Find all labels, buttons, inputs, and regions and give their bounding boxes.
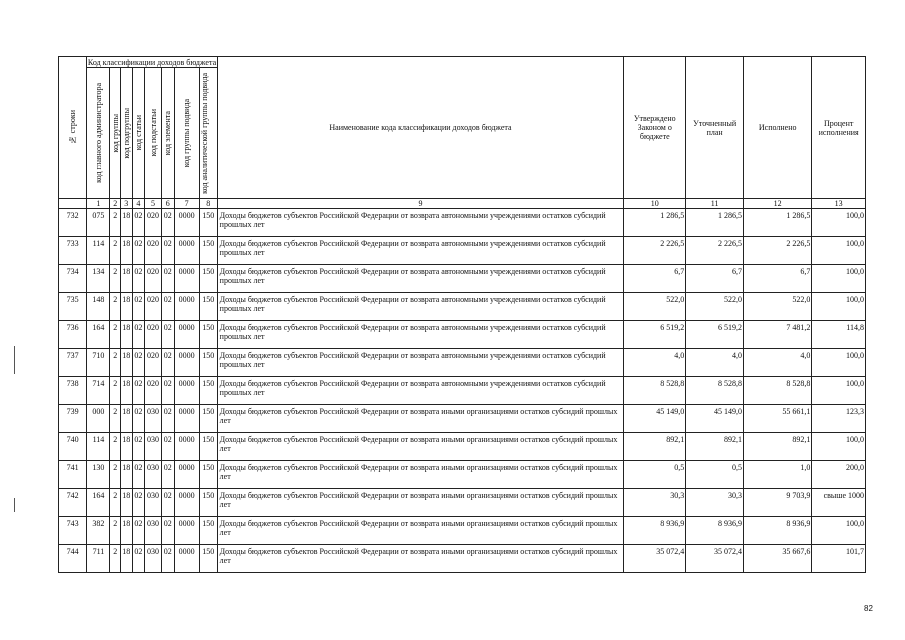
table-row [59, 265, 866, 293]
execution-percent-cell: 100,0 [812, 265, 866, 293]
executed-amount-cell: 35 667,6 [744, 545, 812, 573]
code-admin-cell: 134 [87, 265, 110, 293]
code-admin-cell: 164 [87, 321, 110, 349]
code-group-cell: 2 [110, 489, 121, 517]
header-row-top [59, 57, 866, 68]
code-analytic-group-cell: 150 [199, 517, 217, 545]
code-analytic-group-cell: 150 [199, 489, 217, 517]
executed-amount-cell: 55 661,1 [744, 405, 812, 433]
code-subgroup-header: код подгруппы [120, 68, 132, 199]
executed-amount-cell: 892,1 [744, 433, 812, 461]
refined-amount-cell: 6,7 [686, 265, 744, 293]
code-article-cell: 02 [132, 237, 145, 265]
code-admin-cell: 075 [87, 209, 110, 237]
refined-amount-cell: 1 286,5 [686, 209, 744, 237]
execution-percent-cell: 200,0 [812, 461, 866, 489]
code-subtype-group-cell: 0000 [174, 209, 199, 237]
refined-amount-cell: 892,1 [686, 433, 744, 461]
code-subarticle-cell: 020 [145, 237, 162, 265]
code-analytic-group-cell: 150 [199, 237, 217, 265]
revenue-name-cell: Доходы бюджетов субъектов Российской Федерации от возврата иными организациями остатков субсидий прошлых лет [217, 545, 624, 573]
code-subtype-group-cell: 0000 [174, 293, 199, 321]
execution-percent-cell: 100,0 [812, 517, 866, 545]
code-subarticle-cell: 020 [145, 321, 162, 349]
percent-column-header: Процент исполнения [812, 57, 866, 199]
code-article-cell: 02 [132, 433, 145, 461]
colnum: 1 [87, 199, 110, 209]
refined-amount-cell: 0,5 [686, 461, 744, 489]
revenue-name-cell: Доходы бюджетов субъектов Российской Федерации от возврата автономными учреждениями остатков субсидий прошлых лет [217, 349, 624, 377]
revenue-name-cell: Доходы бюджетов субъектов Российской Федерации от возврата автономными учреждениями остатков субсидий прошлых лет [217, 377, 624, 405]
code-subarticle-cell: 030 [145, 405, 162, 433]
code-article-cell: 02 [132, 461, 145, 489]
code-element-cell: 02 [161, 237, 174, 265]
scan-edge-mark [14, 498, 15, 512]
colnum: 8 [199, 199, 217, 209]
code-article-cell: 02 [132, 545, 145, 573]
code-subarticle-cell: 020 [145, 265, 162, 293]
classification-group-header: Код классификации доходов бюджета [87, 57, 217, 67]
code-analytic-group-cell: 150 [199, 433, 217, 461]
colnum: 3 [120, 199, 132, 209]
executed-amount-cell: 2 226,5 [744, 237, 812, 265]
row-number-cell: 734 [59, 265, 87, 293]
code-element-cell: 02 [161, 209, 174, 237]
code-subtype-group-cell: 0000 [174, 405, 199, 433]
column-numbers-row [59, 199, 866, 209]
code-group-cell: 2 [110, 433, 121, 461]
refined-amount-cell: 4,0 [686, 349, 744, 377]
code-subtype-group-cell: 0000 [174, 321, 199, 349]
revenue-name-cell: Доходы бюджетов субъектов Российской Федерации от возврата автономными учреждениями остатков субсидий прошлых лет [217, 209, 624, 237]
code-article-cell: 02 [132, 321, 145, 349]
code-element-cell: 02 [161, 545, 174, 573]
code-element-cell: 02 [161, 321, 174, 349]
code-admin-cell: 130 [87, 461, 110, 489]
row-number-cell: 744 [59, 545, 87, 573]
code-admin-cell: 714 [87, 377, 110, 405]
code-group-cell: 2 [110, 293, 121, 321]
approved-amount-cell: 6 519,2 [624, 321, 686, 349]
table-row [59, 293, 866, 321]
code-analytic-group-cell: 150 [199, 321, 217, 349]
code-subarticle-header: код подстатьи [145, 68, 162, 199]
table-row [59, 489, 866, 517]
budget-revenue-table [58, 56, 866, 573]
code-element-cell: 02 [161, 377, 174, 405]
code-group-cell: 2 [110, 461, 121, 489]
table-row [59, 405, 866, 433]
code-group-cell: 2 [110, 405, 121, 433]
code-group-cell: 2 [110, 517, 121, 545]
code-subgroup-cell: 18 [120, 545, 132, 573]
code-element-cell: 02 [161, 517, 174, 545]
code-subgroup-cell: 18 [120, 265, 132, 293]
refined-amount-cell: 45 149,0 [686, 405, 744, 433]
code-subarticle-cell: 030 [145, 433, 162, 461]
row-number-cell: 740 [59, 433, 87, 461]
approved-amount-cell: 522,0 [624, 293, 686, 321]
code-element-cell: 02 [161, 489, 174, 517]
table-body [59, 209, 866, 573]
executed-amount-cell: 6,7 [744, 265, 812, 293]
colnum: 4 [132, 199, 145, 209]
code-subtype-group-cell: 0000 [174, 461, 199, 489]
executed-column-header: Исполнено [744, 57, 812, 199]
row-number-cell: 737 [59, 349, 87, 377]
code-admin-cell: 000 [87, 405, 110, 433]
code-subtype-group-cell: 0000 [174, 545, 199, 573]
row-number-cell: 742 [59, 489, 87, 517]
row-number-cell: 743 [59, 517, 87, 545]
code-subtype-group-header: код группы подвида [174, 68, 199, 199]
code-analytic-group-cell: 150 [199, 461, 217, 489]
code-subtype-group-cell: 0000 [174, 237, 199, 265]
executed-amount-cell: 7 481,2 [744, 321, 812, 349]
refined-column-header: Уточненный план [686, 57, 744, 199]
refined-amount-cell: 522,0 [686, 293, 744, 321]
code-admin-cell: 711 [87, 545, 110, 573]
colnum [59, 199, 87, 209]
colnum: 5 [145, 199, 162, 209]
code-subgroup-cell: 18 [120, 237, 132, 265]
code-analytic-group-cell: 150 [199, 209, 217, 237]
code-group-cell: 2 [110, 237, 121, 265]
approved-amount-cell: 8 936,9 [624, 517, 686, 545]
revenue-name-cell: Доходы бюджетов субъектов Российской Федерации от возврата иными организациями остатков субсидий прошлых лет [217, 461, 624, 489]
approved-amount-cell: 2 226,5 [624, 237, 686, 265]
code-admin-cell: 114 [87, 237, 110, 265]
code-article-cell: 02 [132, 405, 145, 433]
code-analytic-group-cell: 150 [199, 405, 217, 433]
table-row [59, 209, 866, 237]
code-subgroup-cell: 18 [120, 293, 132, 321]
colnum: 6 [161, 199, 174, 209]
approved-amount-cell: 892,1 [624, 433, 686, 461]
colnum: 2 [110, 199, 121, 209]
page-number: 82 [864, 604, 873, 613]
code-subtype-group-cell: 0000 [174, 517, 199, 545]
code-group-header: код группы [110, 68, 121, 199]
approved-amount-cell: 35 072,4 [624, 545, 686, 573]
revenue-name-cell: Доходы бюджетов субъектов Российской Федерации от возврата автономными учреждениями остатков субсидий прошлых лет [217, 293, 624, 321]
code-subgroup-cell: 18 [120, 433, 132, 461]
code-group-cell: 2 [110, 349, 121, 377]
code-article-header: код статьи [132, 68, 145, 199]
code-element-cell: 02 [161, 461, 174, 489]
scan-edge-mark [14, 346, 15, 374]
execution-percent-cell: 100,0 [812, 293, 866, 321]
name-column-header: Наименование кода классификации доходов бюджета [217, 57, 624, 199]
code-analytic-group-header: код аналитической группы подвида [199, 68, 217, 199]
code-subarticle-cell: 020 [145, 349, 162, 377]
code-admin-cell: 148 [87, 293, 110, 321]
code-subtype-group-cell: 0000 [174, 349, 199, 377]
approved-amount-cell: 4,0 [624, 349, 686, 377]
code-subgroup-cell: 18 [120, 209, 132, 237]
code-group-cell: 2 [110, 321, 121, 349]
table-row [59, 321, 866, 349]
code-subgroup-cell: 18 [120, 517, 132, 545]
executed-amount-cell: 9 703,9 [744, 489, 812, 517]
approved-amount-cell: 30,3 [624, 489, 686, 517]
code-analytic-group-cell: 150 [199, 377, 217, 405]
approved-amount-cell: 45 149,0 [624, 405, 686, 433]
code-subarticle-cell: 020 [145, 377, 162, 405]
executed-amount-cell: 522,0 [744, 293, 812, 321]
code-subgroup-cell: 18 [120, 377, 132, 405]
execution-percent-cell: 100,0 [812, 433, 866, 461]
executed-amount-cell: 8 528,8 [744, 377, 812, 405]
refined-amount-cell: 6 519,2 [686, 321, 744, 349]
executed-amount-cell: 1 286,5 [744, 209, 812, 237]
code-element-cell: 02 [161, 433, 174, 461]
code-subarticle-cell: 030 [145, 489, 162, 517]
code-admin-cell: 710 [87, 349, 110, 377]
code-group-cell: 2 [110, 377, 121, 405]
execution-percent-cell: 100,0 [812, 377, 866, 405]
revenue-name-cell: Доходы бюджетов субъектов Российской Федерации от возврата автономными учреждениями остатков субсидий прошлых лет [217, 265, 624, 293]
executed-amount-cell: 1,0 [744, 461, 812, 489]
approved-amount-cell: 6,7 [624, 265, 686, 293]
code-element-cell: 02 [161, 293, 174, 321]
execution-percent-cell: 100,0 [812, 209, 866, 237]
row-number-cell: 733 [59, 237, 87, 265]
row-number-cell: 738 [59, 377, 87, 405]
code-analytic-group-cell: 150 [199, 293, 217, 321]
revenue-name-cell: Доходы бюджетов субъектов Российской Федерации от возврата иными организациями остатков субсидий прошлых лет [217, 433, 624, 461]
code-analytic-group-cell: 150 [199, 349, 217, 377]
code-article-cell: 02 [132, 293, 145, 321]
refined-amount-cell: 8 528,8 [686, 377, 744, 405]
refined-amount-cell: 2 226,5 [686, 237, 744, 265]
code-article-cell: 02 [132, 489, 145, 517]
row-number-cell: 739 [59, 405, 87, 433]
executed-amount-cell: 8 936,9 [744, 517, 812, 545]
code-admin-header: код главного администратора [87, 68, 110, 199]
refined-amount-cell: 8 936,9 [686, 517, 744, 545]
revenue-name-cell: Доходы бюджетов субъектов Российской Федерации от возврата автономными учреждениями остатков субсидий прошлых лет [217, 237, 624, 265]
code-group-cell: 2 [110, 265, 121, 293]
execution-percent-cell: 123,3 [812, 405, 866, 433]
row-number-header: № строки [59, 57, 87, 199]
approved-amount-cell: 8 528,8 [624, 377, 686, 405]
code-subtype-group-cell: 0000 [174, 489, 199, 517]
code-element-cell: 02 [161, 349, 174, 377]
execution-percent-cell: 114,8 [812, 321, 866, 349]
table-row [59, 461, 866, 489]
table-row [59, 349, 866, 377]
code-admin-cell: 382 [87, 517, 110, 545]
code-subgroup-cell: 18 [120, 461, 132, 489]
colnum: 12 [744, 199, 812, 209]
code-article-cell: 02 [132, 209, 145, 237]
row-number-cell: 736 [59, 321, 87, 349]
execution-percent-cell: 101,7 [812, 545, 866, 573]
code-article-cell: 02 [132, 265, 145, 293]
approved-amount-cell: 1 286,5 [624, 209, 686, 237]
code-article-cell: 02 [132, 349, 145, 377]
code-subtype-group-cell: 0000 [174, 433, 199, 461]
code-admin-cell: 164 [87, 489, 110, 517]
code-analytic-group-cell: 150 [199, 265, 217, 293]
code-element-cell: 02 [161, 265, 174, 293]
colnum: 13 [812, 199, 866, 209]
execution-percent-cell: свыше 1000 [812, 489, 866, 517]
execution-percent-cell: 100,0 [812, 349, 866, 377]
revenue-name-cell: Доходы бюджетов субъектов Российской Федерации от возврата автономными учреждениями остатков субсидий прошлых лет [217, 321, 624, 349]
code-subtype-group-cell: 0000 [174, 265, 199, 293]
table-row [59, 377, 866, 405]
table-row [59, 517, 866, 545]
code-article-cell: 02 [132, 517, 145, 545]
table-row [59, 433, 866, 461]
code-subgroup-cell: 18 [120, 321, 132, 349]
executed-amount-cell: 4,0 [744, 349, 812, 377]
row-number-cell: 735 [59, 293, 87, 321]
row-number-cell: 732 [59, 209, 87, 237]
code-subgroup-cell: 18 [120, 489, 132, 517]
revenue-name-cell: Доходы бюджетов субъектов Российской Федерации от возврата иными организациями остатков субсидий прошлых лет [217, 405, 624, 433]
colnum: 11 [686, 199, 744, 209]
code-analytic-group-cell: 150 [199, 545, 217, 573]
code-group-cell: 2 [110, 545, 121, 573]
execution-percent-cell: 100,0 [812, 237, 866, 265]
refined-amount-cell: 35 072,4 [686, 545, 744, 573]
code-admin-cell: 114 [87, 433, 110, 461]
code-subarticle-cell: 030 [145, 545, 162, 573]
code-element-cell: 02 [161, 405, 174, 433]
code-subarticle-cell: 020 [145, 293, 162, 321]
code-article-cell: 02 [132, 377, 145, 405]
colnum: 10 [624, 199, 686, 209]
code-subarticle-cell: 030 [145, 461, 162, 489]
revenue-name-cell: Доходы бюджетов субъектов Российской Федерации от возврата иными организациями остатков субсидий прошлых лет [217, 489, 624, 517]
approved-amount-cell: 0,5 [624, 461, 686, 489]
table-row [59, 545, 866, 573]
code-subarticle-cell: 020 [145, 209, 162, 237]
code-group-cell: 2 [110, 209, 121, 237]
code-element-header: код элемента [161, 68, 174, 199]
code-subgroup-cell: 18 [120, 405, 132, 433]
code-subarticle-cell: 030 [145, 517, 162, 545]
row-number-cell: 741 [59, 461, 87, 489]
revenue-name-cell: Доходы бюджетов субъектов Российской Федерации от возврата иными организациями остатков субсидий прошлых лет [217, 517, 624, 545]
code-subtype-group-cell: 0000 [174, 377, 199, 405]
refined-amount-cell: 30,3 [686, 489, 744, 517]
code-subgroup-cell: 18 [120, 349, 132, 377]
approved-column-header: Утверждено Законом о бюджете [624, 57, 686, 199]
colnum: 7 [174, 199, 199, 209]
colnum: 9 [217, 199, 624, 209]
table-row [59, 237, 866, 265]
